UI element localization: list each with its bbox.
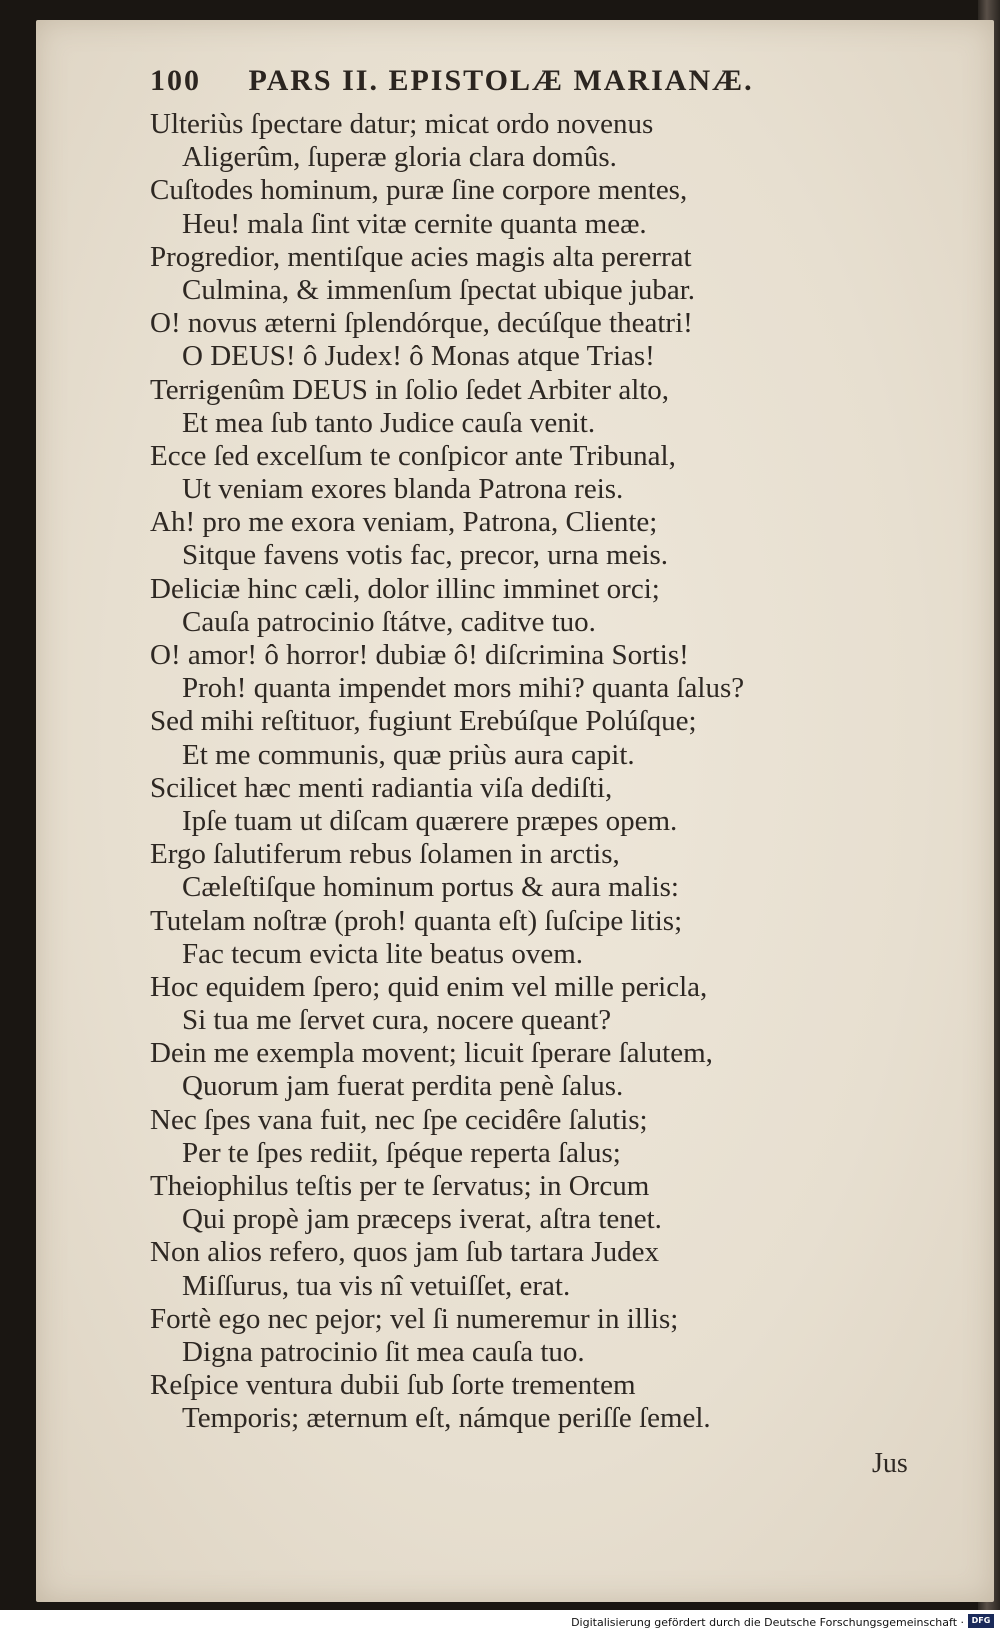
verse-line: Fortè ego nec pejor; vel ſi numeremur in illis; (150, 1302, 679, 1335)
verse-line: Fac tecum evicta lite beatus ovem. (182, 937, 584, 970)
verse-line: Sed mihi reſtituor, fugiunt Erebúſque Polúſque; (150, 705, 697, 738)
verse-line: Progredior, mentiſque acies magis alta pererrat (150, 240, 692, 273)
verse-line: Terrigenûm DEUS in ſolio ſedet Arbiter alto, (150, 373, 670, 406)
verse-line: Cuſtodes hominum, puræ ſine corpore mentes, (150, 174, 688, 207)
verse-line: Quorum jam fuerat perdita penè ſalus. (182, 1070, 624, 1103)
verse-line: O DEUS! ô Judex! ô Monas atque Trias! (182, 340, 655, 373)
verse-line: Digna patrocinio ſit mea cauſa tuo. (182, 1335, 585, 1368)
running-title: PARS II. EPISTOLÆ MARIANÆ. (248, 64, 754, 97)
funding-notice: Digitalisierung gefördert durch die Deutsche Forschungsgemeinschaft · (571, 1616, 964, 1629)
verse-line: Et mea ſub tanto Judice cauſa venit. (182, 406, 596, 439)
verse-line: Et me communis, quæ priùs aura capit. (182, 738, 635, 771)
verse-line: Ergo ſalutiferum rebus ſolamen in arctis, (150, 838, 620, 871)
verse-line: Si tua me ſervet cura, nocere queant? (182, 1004, 612, 1037)
verse-line: Qui propè jam præceps iverat, aſtra tenet. (182, 1203, 662, 1236)
verse-line: Scilicet hæc menti radiantia viſa dediſti, (150, 771, 613, 804)
verse-line: Sitque favens votis fac, precor, urna meis. (182, 539, 669, 572)
verse-line: O! novus æterni ſplendórque, decúſque theatri! (150, 307, 693, 340)
verse-line: Theiophilus teſtis per te ſervatus; in Orcum (150, 1170, 650, 1202)
verse-line: Heu! mala ſint vitæ cernite quanta meæ. (182, 207, 647, 240)
verse-line: Culmina, & immenſum ſpectat ubique jubar. (182, 273, 696, 306)
verse-line: Ah! pro me exora veniam, Patrona, Cliente; (150, 506, 658, 539)
verse-text (150, 108, 890, 1436)
catchword: Jus (872, 1448, 908, 1479)
verse-line: Aligerûm, ſuperæ gloria clara domûs. (182, 141, 617, 174)
verse-line: Per te ſpes rediit, ſpéque reperta ſalus; (182, 1136, 621, 1169)
verse-line: Dein me exempla movent; licuit ſperare ſalutem, (150, 1037, 713, 1070)
verse-line: Nec ſpes vana fuit, nec ſpe cecidêre ſalutis; (150, 1103, 648, 1136)
verse-line: Miſſurus, tua vis nî vetuiſſet, erat. (182, 1269, 571, 1302)
verse-line: Cæleſtiſque hominum portus & aura malis: (182, 871, 679, 904)
verse-line: O! amor! ô horror! dubiæ ô! diſcrimina Sortis! (150, 639, 689, 671)
verse-line: Hoc equidem ſpero; quid enim vel mille pericla, (150, 970, 708, 1003)
verse-line: Deliciæ hinc cæli, dolor illinc imminet orci; (150, 572, 660, 605)
verse-line: Proh! quanta impendet mors mihi? quanta ſalus? (182, 672, 745, 705)
verse-line: Ecce ſed excelſum te conſpicor ante Tribunal, (150, 439, 676, 472)
dfg-logo: DFG (968, 1614, 994, 1628)
verse-line: Cauſa patrocinio ſtátve, caditve tuo. (182, 605, 596, 638)
verse-line: Ipſe tuam ut diſcam quærere præpes opem. (182, 804, 678, 837)
verse-line: Tutelam noſtræ (proh! quanta eſt) ſuſcipe litis; (150, 904, 683, 937)
running-header (150, 64, 870, 104)
verse-line: Reſpice ventura dubii ſub ſorte trementem (150, 1369, 636, 1402)
page-number: 100 (150, 64, 201, 97)
verse-line: Non alios refero, quos jam ſub tartara Judex (150, 1236, 659, 1269)
verse-line: Ut veniam exores blanda Patrona reis. (182, 473, 624, 506)
verse-line: Ulteriùs ſpectare datur; micat ordo novenus (150, 108, 654, 140)
verse-line: Temporis; æternum eſt, námque periſſe ſemel. (182, 1402, 711, 1435)
